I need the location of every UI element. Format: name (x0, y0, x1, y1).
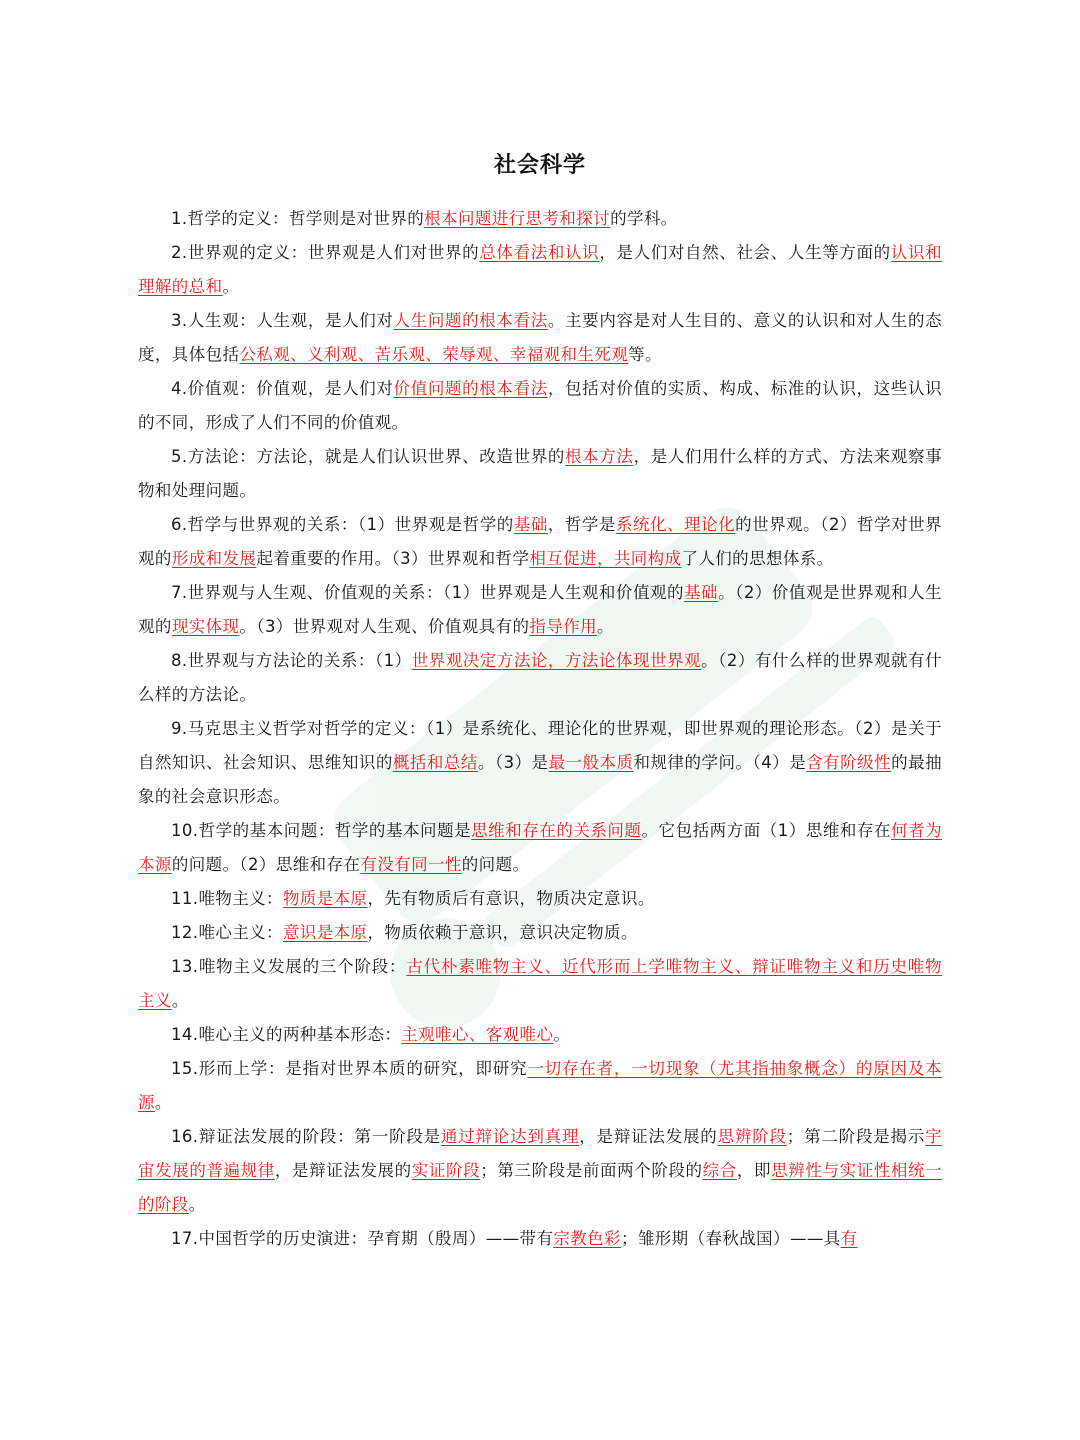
paragraph-text: 。它包括两方面（1）思维和存在 (641, 821, 892, 840)
paragraph-text: ，是人们用什么样的方式、方法来观察事物和处理问题。 (138, 447, 942, 500)
highlighted-term: 意识是本原 (282, 923, 368, 942)
paragraph-17 (138, 1222, 942, 1256)
paragraph-text: 1.哲学的定义：哲学则是对世界的 (171, 209, 425, 228)
highlighted-term: 根本方法 (565, 447, 634, 466)
paragraph-4 (138, 372, 942, 440)
paragraph-11 (138, 882, 942, 916)
paragraph-text: 。（2）有什么样的世界观就有什么样的方法论。 (138, 651, 942, 704)
highlighted-term: 思辨性与实证性相统一的阶段 (138, 1161, 943, 1214)
paragraph-text: 17.中国哲学的历史演进：孕育期（殷周）——带有 (171, 1229, 554, 1248)
paragraph-text: ，先有物质后有意识，物质决定意识。 (367, 889, 655, 908)
paragraph-text: 12.唯心主义： (171, 923, 283, 942)
paragraph-text: 。 (553, 1025, 571, 1044)
paragraph-3 (138, 304, 942, 372)
highlighted-term: 认识和理解的总和 (138, 243, 942, 296)
paragraph-text: 起着重要的作用。（3）世界观和哲学 (256, 549, 530, 568)
highlighted-term: 世界观决定方法论，方法论体现世界观 (411, 651, 702, 670)
paragraph-text: 的学科。 (610, 209, 678, 228)
highlighted-term: 主观唯心、客观唯心 (401, 1025, 554, 1044)
paragraph-text: ；第三阶段是前面两个阶段的 (480, 1161, 703, 1180)
paragraph-5 (138, 440, 942, 508)
paragraph-text: 15.形而上学：是指对世界本质的研究，即研究 (171, 1059, 528, 1078)
paragraph-text: 9.马克思主义哲学对哲学的定义：（1）是系统化、理论化的世界观，即世界观的理论形态。（2）是关于自然知识、社会知识、思维知识的 (138, 719, 942, 772)
paragraph-14 (138, 1018, 942, 1052)
highlighted-term: 有 (840, 1229, 858, 1248)
highlighted-term: 宗教色彩 (553, 1229, 621, 1248)
paragraph-text: 16.辩证法发展的阶段：第一阶段是 (171, 1127, 441, 1146)
paragraph-16 (138, 1120, 942, 1222)
paragraph-7 (138, 576, 942, 644)
highlighted-term: 公私观、义利观、苦乐观、荣辱观、幸福观和生死观 (239, 345, 629, 364)
paragraph-text: ；第二阶段是揭示 (786, 1127, 926, 1146)
highlighted-term: 思维和存在的关系问题 (471, 821, 642, 840)
paragraph-text: 的问题。（2）思维和存在 (171, 855, 361, 874)
paragraph-text: 的最抽象的社会意识形态。 (138, 753, 943, 806)
paragraph-text: ，哲学是 (547, 515, 616, 534)
paragraph-text: ，即 (736, 1161, 772, 1180)
paragraph-text: 。（3）是 (477, 753, 549, 772)
paragraph-text: 。（2）价值观是世界观和人生观的 (138, 583, 942, 636)
paragraph-8 (138, 644, 942, 712)
highlighted-term: 系统化、理论化 (615, 515, 736, 534)
highlighted-term: 概括和总结 (392, 753, 478, 772)
highlighted-term: 基础 (684, 583, 719, 602)
highlighted-term: 古代朴素唯物主义、近代形而上学唯物主义、辩证唯物主义和历史唯物主义 (138, 957, 942, 1010)
paragraph-15 (138, 1052, 942, 1120)
highlighted-term: 含有阶级性 (806, 753, 892, 772)
paragraph-text: 6.哲学与世界观的关系：（1）世界观是哲学的 (171, 515, 514, 534)
paragraph-text: 3.人生观：人生观，是人们对 (171, 311, 394, 330)
paragraph-text: 2.世界观的定义：世界观是人们对世界的 (171, 243, 480, 262)
highlighted-term: 物质是本原 (282, 889, 368, 908)
paragraph-1 (138, 202, 942, 236)
highlighted-term: 总体看法和认识 (479, 243, 600, 262)
highlighted-term: 根本问题进行思考和探讨 (424, 209, 611, 228)
paragraph-text: ；雏形期（春秋战国）——具 (620, 1229, 841, 1248)
document-body (138, 202, 942, 1256)
highlighted-term: 思辨阶段 (717, 1127, 787, 1146)
paragraph-13 (138, 950, 942, 1018)
highlighted-term: 综合 (702, 1161, 737, 1180)
highlighted-term: 最一般本质 (548, 753, 634, 772)
paragraph-text: 14.唯心主义的两种基本形态： (171, 1025, 402, 1044)
highlighted-term: 通过辩论达到真理 (440, 1127, 580, 1146)
highlighted-term: 何者为本源 (138, 821, 943, 874)
paragraph-2 (138, 236, 942, 304)
highlighted-term: 基础 (513, 515, 548, 534)
paragraph-text: 。 (171, 991, 189, 1010)
paragraph-text: 。 (154, 1093, 172, 1112)
paragraph-text: 5.方法论：方法论，就是人们认识世界、改造世界的 (171, 447, 566, 466)
paragraph-text: 。（3）世界观对人生观、价值观具有的 (239, 617, 530, 636)
highlighted-term: 有没有同一性 (360, 855, 462, 874)
paragraph-text: 13.唯物主义发展的三个阶段： (171, 957, 407, 976)
paragraph-text: 4.价值观：价值观，是人们对 (171, 379, 394, 398)
paragraph-text: ，包括对价值的实质、构成、标准的认识，这些认识的不同，形成了人们不同的价值观。 (138, 379, 942, 432)
paragraph-text: 的世界观。（2）哲学对世界观的 (138, 515, 942, 568)
paragraph-text: 等。 (628, 345, 662, 364)
paragraph-text: 11.唯物主义： (171, 889, 283, 908)
page-title: 社会科学 (493, 153, 586, 178)
highlighted-term: 指导作用 (529, 617, 597, 636)
paragraph-10 (138, 814, 942, 882)
highlighted-term: 相互促进，共同构成 (529, 549, 682, 568)
highlighted-term: 价值问题的根本看法 (393, 379, 548, 398)
paragraph-6 (138, 508, 942, 576)
paragraph-text: ，是人们对自然、社会、人生等方面的 (599, 243, 891, 262)
paragraph-text: ，是辩证法发展的 (579, 1127, 718, 1146)
highlighted-term: 现实体现 (171, 617, 240, 636)
paragraph-text: 。 (188, 1195, 206, 1214)
paragraph-12 (138, 916, 942, 950)
paragraph-text: 了人们的思想体系。 (681, 549, 834, 568)
highlighted-term: 一切存在者，一切现象（尤其指抽象概念）的原因及本源 (138, 1059, 942, 1112)
paragraph-text: 和规律的学问。（4）是 (633, 753, 807, 772)
paragraph-text: 10.哲学的基本问题：哲学的基本问题是 (171, 821, 472, 840)
paragraph-text: 的问题。 (461, 855, 530, 874)
paragraph-9 (138, 712, 942, 814)
highlighted-term: 宇宙发展的普遍规律 (138, 1127, 943, 1180)
paragraph-text: 。 (222, 277, 240, 296)
paragraph-text: 。 (596, 617, 614, 636)
highlighted-term: 形成和发展 (171, 549, 257, 568)
paragraph-text: 。主要内容是对人生目的、意义的认识和对人生的态度，具体包括 (138, 311, 942, 364)
highlighted-term: 实证阶段 (411, 1161, 481, 1180)
paragraph-text: ，物质依赖于意识，意识决定物质。 (367, 923, 638, 942)
paragraph-text: 8.世界观与方法论的关系：（1） (171, 651, 412, 670)
highlighted-term: 人生问题的根本看法 (393, 311, 548, 330)
paragraph-text: 7.世界观与人生观、价值观的关系：（1）世界观是人生观和价值观的 (171, 583, 685, 602)
paragraph-text: ，是辩证法发展的 (274, 1161, 412, 1180)
